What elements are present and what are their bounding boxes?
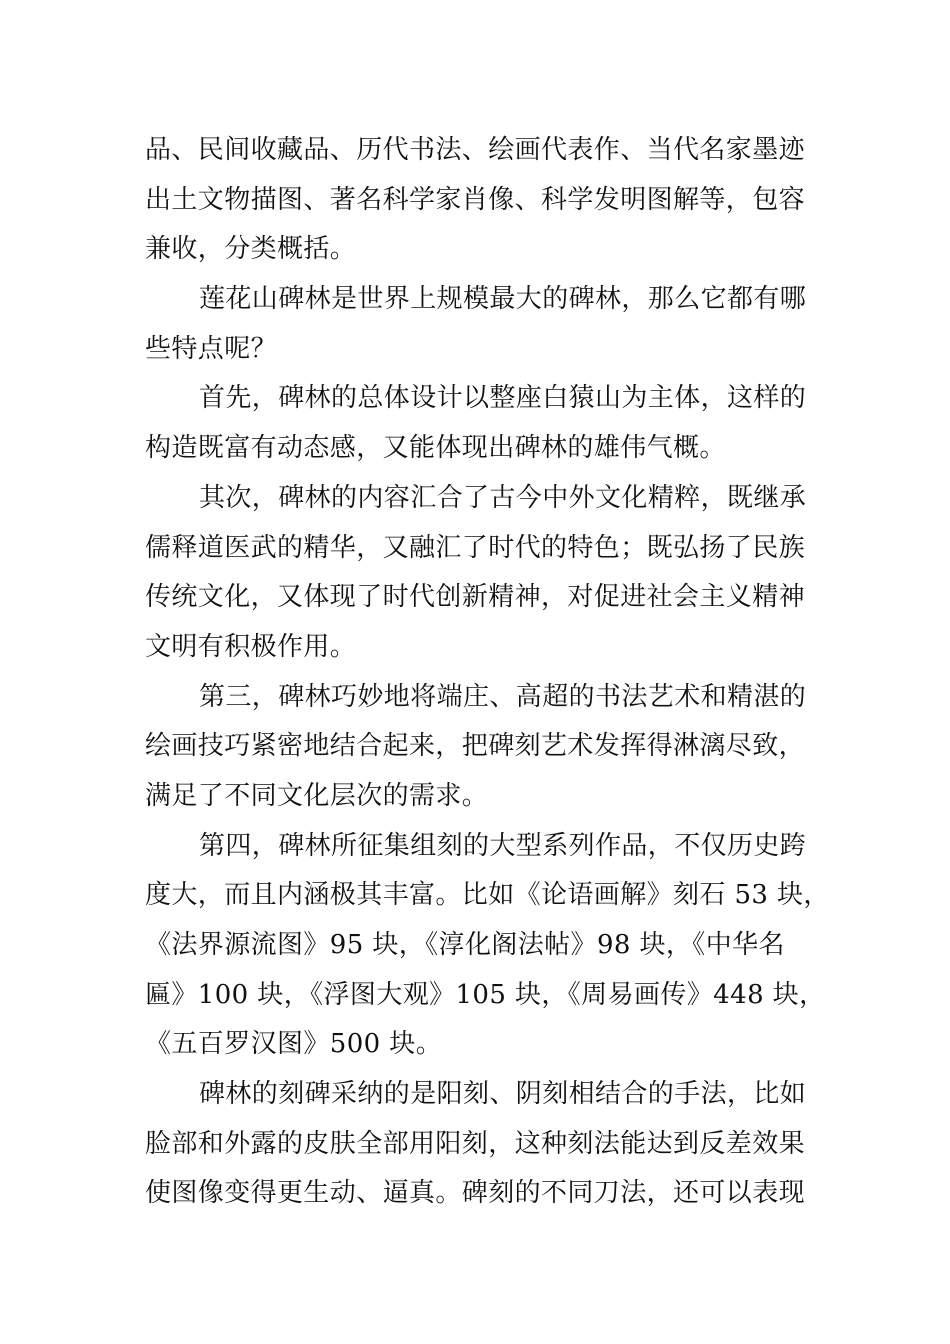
text-line: 脸部和外露的皮肤全部用阳刻，这种刻法能达到反差效果 [145,1128,806,1159]
paragraph-first-line: 碑林的刻碑采纳的是阳刻、阴刻相结合的手法，比如 [199,1079,807,1110]
text-line: 传统文化，又体现了时代创新精神，对促进社会主义精神 [145,582,806,613]
text-line: 使图像变得更生动、逼真。碑刻的不同刀法，还可以表现 [145,1178,806,1209]
text-line: 满足了不同文化层次的需求。 [145,780,489,811]
text-line: 出土文物描图、著名科学家肖像、科学发明图解等，包容 [145,184,806,215]
body-text [145,126,830,1219]
text-line: 《法界源流图》95 块，《淳化阁法帖》98 块，《中华名 [145,930,785,960]
text-line: 匾》100 块，《浮图大观》105 块，《周易画传》448 块， [145,979,826,1010]
text-line: 兼收，分类概括。 [145,234,357,265]
text-line: 儒释道医武的精华，又融汇了时代的特色；既弘扬了民族 [145,532,806,563]
paragraph-first-line: 第四，碑林所征集组刻的大型系列作品，不仅历史跨 [199,830,807,861]
text-line: 绘画技巧紧密地结合起来，把碑刻艺术发挥得淋漓尽致， [145,731,806,762]
text-line: 构造既富有动态感，又能体现出碑林的雄伟气概。 [145,433,726,464]
text-line: 《五百罗汉图》500 块。 [145,1029,443,1060]
paragraph-first-line: 其次，碑林的内容汇合了古今中外文化精粹，既继承 [199,482,807,513]
paragraph-first-line: 首先，碑林的总体设计以整座白猿山为主体，这样的 [199,383,807,414]
text-line: 度大，而且内涵极其丰富。比如《论语画解》刻石 53 块， [145,880,830,911]
text-line: 些特点呢？ [145,333,278,364]
text-line: 品、民间收藏品、历代书法、绘画代表作、当代名家墨迹 [145,135,806,165]
paragraph-first-line: 莲花山碑林是世界上规模最大的碑林，那么它都有哪 [199,284,807,315]
paragraph-first-line: 第三，碑林巧妙地将端庄、高超的书法艺术和精湛的 [199,681,807,712]
text-line: 文明有积极作用。 [145,631,357,662]
